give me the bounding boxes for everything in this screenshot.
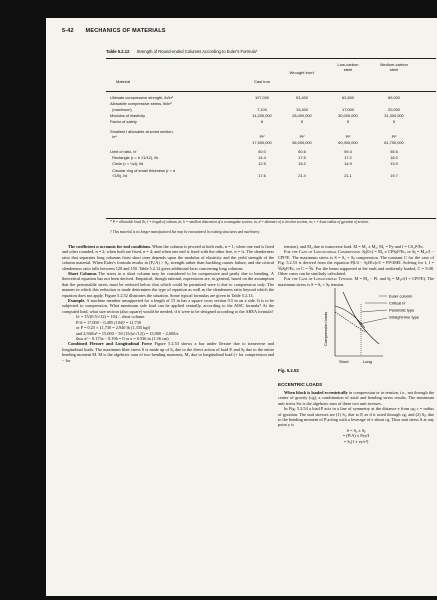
right-text-column: [278, 244, 434, 287]
table-cell: 59.4: [344, 148, 352, 154]
left-paragraph: [62, 298, 274, 314]
table-cell: 5: [392, 119, 396, 125]
table-cell: 55.6: [390, 148, 398, 154]
paragraph-text: Figure 5.2.53 shows a bar under flexure due to transverse and longitudinal loads. The maximum fiber stress S is made up of Sₐ due to the direct action of load P, and Sᵦ due to the entire bending moment M. M is the algebraic sum of two bending moments, M₁ due to longitudinal load (+ for compression and − for: [62, 341, 274, 363]
table-cell: 17,000: [342, 106, 354, 112]
paragraph-text: In Fig. 5.2.54 a load P acts in a line of symmetry at the distance e from cg; r = radius of gyration. The unit stresses are (1) Sₐ, due to P, as if it acted through cg, and (2) Sᵦ, due to the bending moment of P acting with a leverage of e about cg. Thus unit stress S at any point y is: [278, 406, 434, 428]
table-cell: 16.0: [390, 155, 398, 160]
table-top-rule: [106, 58, 436, 59]
paragraph-lead: When block is loaded eccentrically: [284, 390, 348, 395]
table-cell: 17.5: [298, 155, 306, 160]
eccentric-equation: = Sₐ(1 ± ey/r²): [343, 438, 369, 444]
table-cell: 28,400,000: [292, 113, 312, 118]
table-cell: 14.4: [258, 155, 266, 160]
right-paragraph: [278, 249, 434, 276]
table-title: Strength of Round-ended Columns According to Euler's Formula*: [136, 49, 258, 54]
paragraph-text: tension), and M₂ due to transverse load. M = M₁ ± M₂; M₁ = Py and f = CS₂l²/Ec.: [284, 244, 425, 249]
eccentric-paragraph: [278, 390, 434, 406]
table-row-label: Ultimate compressive strength, lb/in²: [110, 95, 173, 100]
figure-caption: Fig. 5.2.52: [278, 368, 299, 373]
table-cell: 60,300,000: [338, 140, 358, 146]
left-equation: P/A = 17,000 − 0.485 (104)² = 11,730: [76, 319, 141, 325]
table-cell: 21.1: [344, 173, 352, 178]
col-header-medium-carbon: Medium-carbon steel: [380, 62, 408, 72]
table-cell: Pl²: [345, 133, 351, 139]
legend-leader-3: [361, 310, 387, 312]
section-heading-eccentric-loads: ECCENTRIC LOADS: [278, 382, 323, 387]
left-equation: thus a² − 0.173a − 0.196 = 0 or a = 0.536 in (1.36 cm): [76, 335, 169, 341]
page-number: 5-42: [62, 28, 74, 34]
table-row-label: Rectangle (r = b √1/12), l/b: [110, 155, 159, 160]
col-header-material: Material: [116, 79, 131, 84]
left-text-column: [62, 244, 274, 363]
table-cell: Pl²: [391, 133, 397, 139]
paragraph-text: in compression or in tension, i.e., not through the center of gravity (cg), a combination of axial and bending stress results. The maximum unit stress Sₘ is the algebraic sum of these two unit stresses.: [278, 390, 434, 406]
table-footnote-2: † This material is no longer manufactured but may be encountered in existing structures and machinery.: [110, 230, 260, 234]
table-row-label: Modulus of elasticity: [110, 113, 146, 118]
eccentric-equation: S = Sₐ ± Sᵦ: [346, 427, 366, 433]
table-number: Table 5.2.12: [106, 49, 130, 54]
legend-parabolic: Parabolic type: [389, 307, 415, 313]
table-cell: 107,000: [254, 95, 270, 100]
table-cell: 61,700,000: [384, 140, 404, 146]
table-cell: 62,600: [342, 95, 354, 100]
table-row-label: Allowable compressive stress, lb/in² (maximum): [110, 101, 172, 112]
eccentric-paragraph: [278, 406, 434, 428]
table-cell: 13.9: [390, 161, 398, 167]
table-cell: 15,400: [296, 106, 308, 112]
table-cell: 7,100: [257, 106, 267, 112]
left-equation: l/r = 15/(0.5/√12) = 104 ∴ short column: [76, 314, 145, 320]
table-caption: [106, 49, 258, 54]
table-cell: 17.2: [344, 155, 352, 160]
table-cell: 50.0: [258, 148, 266, 154]
table-cell: 5: [300, 119, 304, 125]
table-cell: 14.9: [344, 161, 352, 167]
column-formula-figure: [321, 284, 431, 364]
page-header: [62, 28, 166, 34]
table-cell: 31,300,000: [384, 113, 404, 118]
table-cell: 14,200,000: [252, 113, 272, 118]
table-bottom-rule: [106, 218, 436, 219]
legend-euler: Euler column: [389, 293, 413, 299]
table-cell: 20,000: [388, 106, 400, 112]
paragraph-text: When the column is pivoted at both ends, n = 1; when one end is fixed and other rounded, n = 2; when both are fixed, n = 4; and when one end is fixed with the other free, n = ¼. The slenderness ratio that separates long columns from short ones depends upon the modulus of elasticity and the yield strength of the column material. When Euler's formula results in (Pₑ/A) > Sᵧ, strength rather than buckling causes failure, and the critical slenderness ratio falls between 120 and 150. Table 5.2.12 gives additional facts concerning long columns.: [62, 244, 274, 271]
paragraph-text: A machine member unsupported for a length of 15 in has a square cross section 0.5 in on a side. It is to be subjected to compression. What maximum safe load can be applied centrally, according to the AISC formula? At the computed load, what size section (also square) would be needed, if it were to be designed according to the AREA formula?: [62, 298, 274, 314]
left-paragraph: [62, 341, 274, 363]
col-header-low-carbon: Low-carbon steel: [337, 62, 359, 72]
paragraph-lead: Example.: [68, 298, 86, 304]
table-cell: 8: [260, 119, 264, 125]
table-row-label: Circle (r = ¼d), l/d: [110, 161, 144, 167]
table-footnote-1: * P = allowable load, lb; l = length of column, in; b = smallest dimension of a rectangular section, in; d = diameter of a circular section, in; r = least radius of gyration of section.: [110, 220, 369, 224]
table-row-label: Factor of safety: [110, 119, 137, 125]
straight-line-curve: [335, 312, 365, 332]
table-header-rule: [106, 91, 436, 92]
figure-y-label: Compression loads: [323, 311, 328, 346]
running-title: MECHANICS OF MATERIALS: [85, 28, 166, 34]
paragraph-lead: Combined Flexure and Longitudinal Force: [68, 341, 153, 347]
table-cell: 15.2: [298, 161, 306, 167]
table-row-label: Limit of ratio, l/r: [110, 148, 137, 154]
left-equation: or P = 0.25 × 11,730 = 2,940 lb (1,335 kgf): [76, 325, 151, 331]
legend-critical: Critical l/r: [389, 300, 406, 306]
table-cell: 60.6: [298, 148, 306, 154]
paragraph-lead: Short Columns: [68, 271, 97, 277]
table-cell: 12.5: [258, 161, 266, 167]
paragraph-text: M = M₂ − Pf, and Sᵦ = M₂c/(I + CPl²/E). The maximum stress is S = Sₐ + Sᵦ tension.: [278, 276, 435, 287]
paragraph-lead: The coefficient n accounts for end conditions.: [68, 244, 152, 249]
eccentric-equation: = (P/A) ± Pey/I: [342, 433, 370, 439]
table-cell: 53,400: [296, 95, 308, 100]
table-cell: 21.4: [298, 173, 306, 178]
table-row-label: Smallest I allowable at worst section, in⁴: [110, 128, 174, 139]
table-cell: Pl²: [299, 133, 305, 139]
figure-x-label-short: Short: [339, 359, 349, 364]
table-cell: 5: [346, 119, 350, 125]
legend-leader-4: [359, 318, 387, 324]
paragraph-lead: For the Case of Longitudinal Tension.: [284, 276, 354, 282]
table-cell: 89,000: [388, 95, 400, 100]
paragraph-text: The stress in a short column may be considered to be compressive and partly due to bending. A theoretical equation has not been derived. Empirical, though rational, expressions are, in general, based on the assumption that the permissible stress must be reduced below that which could be permitted were it due to compression only. The manner in which this reduction is made determines the type of equation as well as the slenderness ratio beyond which the equation does not apply. Figure 5.2.52 illustrates the situation. Some typical formulas are given in Table 5.2.13.: [62, 271, 274, 298]
table-cell: 30,000,000: [338, 113, 358, 118]
table-cell: 56,000,000: [292, 140, 312, 146]
table-cell: 17.6: [258, 173, 266, 178]
eccentric-text: [278, 390, 434, 444]
table-cell: 17,500,000: [252, 140, 272, 146]
paragraph-text: Sᵦ(I/c) = M₂ ± CPSᵦl²/Ec, or Sᵦ = M₂c/I − CPl²/E. The maximum stress is S = Sₐ + Sᵦ compression. The constant C for the case of Fig. 5.2.53 is derived from the equation P(l/4 − Sᵦl/Ec)c/I = Pl²/48EI. Solving for f, f = ⅙Sᵦl²/Ec, or C = ⅙. For the beam supported at the ends and uniformly loaded, C = 5/48. Other cases can be similarly calculated.: [278, 249, 435, 277]
book-page: [46, 18, 437, 596]
paragraph-lead: For the Case of Longitudinal Compression.: [284, 249, 362, 255]
table-cell: Pl²: [259, 133, 265, 139]
legend-straight-line: Straight-line type: [389, 314, 420, 320]
table-row-label: Circular ring of small thickness (r = d √1/8), l/d: [112, 167, 176, 178]
table-cell: 19.7: [390, 173, 398, 178]
left-equation: and 2,940/a² = 15,000 − 50 (15/(a/√12)) = 15,000 − 2,600/a: [76, 330, 179, 336]
col-header-wrought-iron: Wrought iron†: [289, 70, 315, 75]
col-header-cast-iron: Cast iron: [253, 79, 270, 84]
left-paragraph: [62, 244, 274, 271]
figure-x-label-long: Long: [363, 359, 372, 364]
left-paragraph: [62, 271, 274, 298]
